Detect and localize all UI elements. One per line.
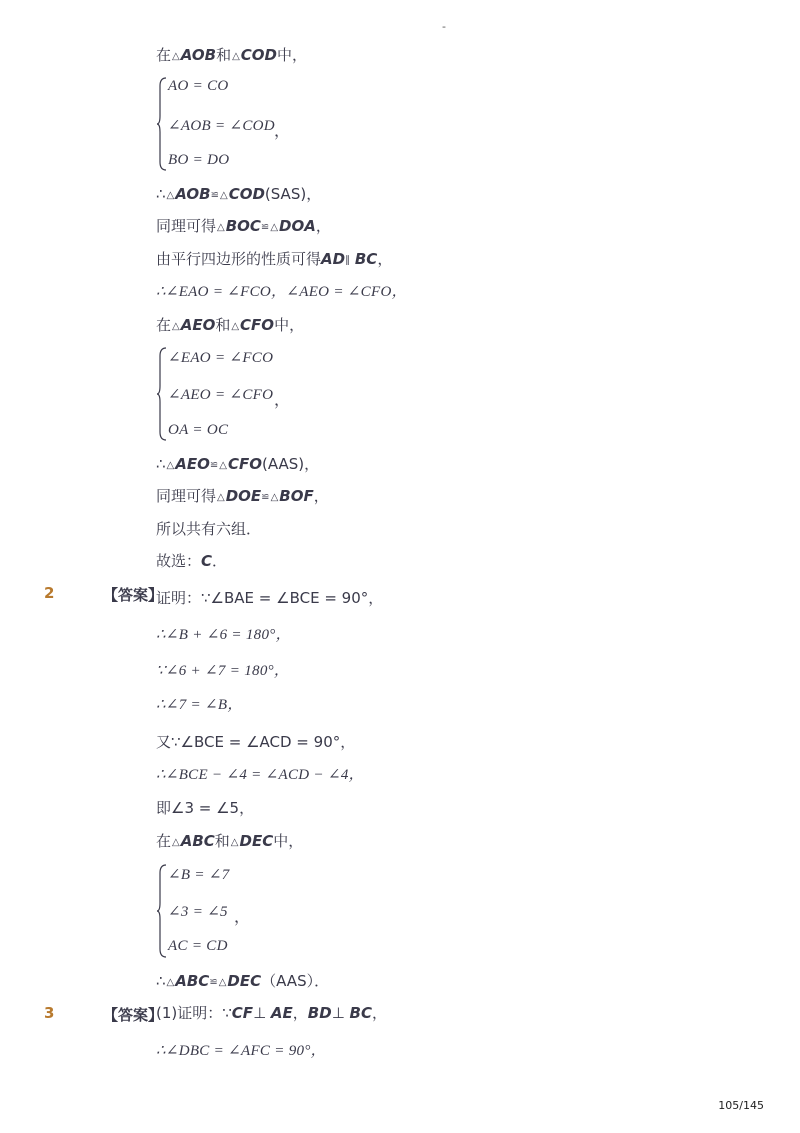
q3-line-2: ∴∠DBC = ∠AFC = 90°， (156, 1043, 326, 1059)
q2-line-8: 在△ABC和△DEC中， (156, 832, 304, 850)
q1-line-6: 在△AEO和△CFO中， (156, 316, 305, 334)
page-number: 105/145 (718, 1099, 764, 1112)
question-number: 3 (44, 1004, 55, 1022)
q2-line-5: 又∵∠BCE = ∠ACD = 90°， (156, 733, 356, 751)
equation: BO = DO (168, 152, 230, 168)
q1-line-5: ∴∠EAO = ∠FCO，∠AEO = ∠CFO， (156, 284, 407, 300)
header-mark: - (442, 20, 446, 33)
q1-brace-system-2 (156, 346, 456, 442)
q3-line-1: (1)证明：∵CF⊥ AE，BD⊥ BC， (156, 1004, 388, 1022)
q1-brace-system-1 (156, 76, 456, 172)
question-number: 2 (44, 584, 55, 602)
answer-tag: 【答案】 (103, 1006, 164, 1024)
q2-line-3: ∵∠6 + ∠7 = 180°， (156, 663, 290, 679)
equation: OA = OC (168, 422, 229, 438)
comma: ， (274, 121, 291, 140)
q2-brace-system (156, 863, 456, 959)
comma: ， (274, 390, 291, 409)
equation: ∠3 = ∠5 (168, 904, 228, 920)
equation: AC = CD (168, 938, 228, 954)
q1-line-2: ∴△AOB≌△COD(SAS)， (156, 185, 322, 203)
left-brace-icon (156, 863, 168, 959)
q1-line-9: 所以共有六组． (156, 520, 262, 538)
q1-line-1: 在△AOB和△COD中， (156, 46, 308, 64)
equation: AO = CO (168, 78, 229, 94)
q2-line-6: ∴∠BCE − ∠4 = ∠ACD − ∠4， (156, 767, 364, 783)
q2-line-7: 即∠3 = ∠5， (156, 799, 255, 817)
q1-line-8: 同理可得△DOE≌△BOF， (156, 487, 329, 505)
left-brace-icon (156, 76, 168, 172)
q2-line-2: ∴∠B + ∠6 = 180°， (156, 627, 291, 643)
equation: ∠AOB = ∠COD (168, 118, 275, 134)
left-brace-icon (156, 346, 168, 442)
q2-line-4: ∴∠7 = ∠B， (156, 697, 243, 713)
equation: ∠EAO = ∠FCO (168, 350, 274, 366)
comma: ， (234, 907, 251, 926)
equation: ∠B = ∠7 (168, 867, 230, 883)
q2-line-9: ∴△ABC≌△DEC（AAS）． (156, 972, 330, 990)
equation: ∠AEO = ∠CFO (168, 387, 274, 403)
q1-line-10: 故选：C． (156, 552, 228, 570)
q1-line-4: 由平行四边形的性质可得AD∥ BC， (156, 250, 393, 268)
q1-line-7: ∴△AEO≌△CFO(AAS)， (156, 455, 320, 473)
q1-line-3: 同理可得△BOC≌△DOA， (156, 217, 331, 235)
q2-line-1: 证明：∵∠BAE = ∠BCE = 90°， (156, 589, 384, 607)
answer-tag: 【答案】 (103, 586, 164, 604)
